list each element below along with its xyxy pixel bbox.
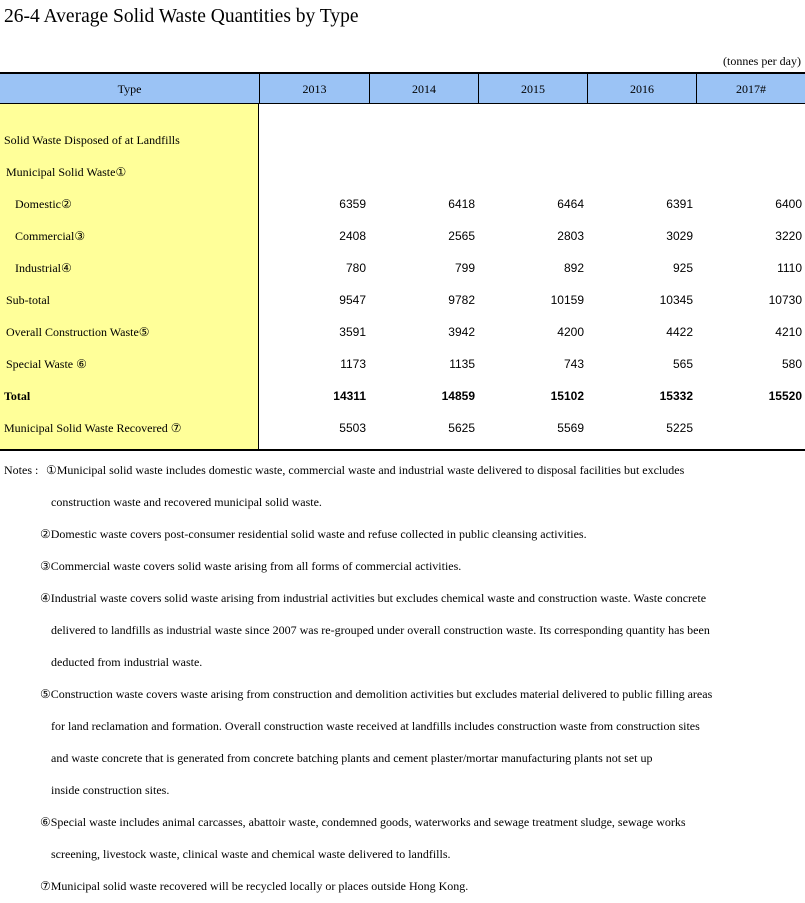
cell-2015: 743 (563, 357, 584, 371)
cell-2016: 5225 (666, 421, 693, 435)
note-line: ④Industrial waste covers solid waste arising from industrial activities but excludes chemical waste and construction waste. Waste concrete (40, 591, 707, 605)
cell-2014: 2565 (448, 229, 475, 243)
cell-2016: 925 (672, 261, 693, 275)
cell-2015: 2803 (557, 229, 584, 243)
cell-2013: 5503 (339, 421, 366, 435)
note-line: inside construction sites. (51, 783, 170, 797)
waste-table (0, 72, 805, 450)
table-row-total (0, 380, 805, 412)
cell-2016: 3029 (666, 229, 693, 243)
table-row (0, 252, 805, 284)
row-label: Total (4, 389, 31, 403)
table-row (0, 220, 805, 252)
note-line: and waste concrete that is generated from concrete batching plants and cement plaster/mortar manufacturing plants not set up (51, 751, 653, 765)
cell-2014: 1135 (449, 357, 475, 371)
table-row (0, 156, 805, 188)
table-row (0, 188, 805, 220)
note-line: ⑤Construction waste covers waste arising from construction and demolition activities but excludes material delivered to public filling areas (40, 687, 713, 701)
row-label: Domestic② (15, 197, 72, 211)
cell-2013: 9547 (339, 293, 366, 307)
cell-2013: 6359 (339, 197, 366, 211)
cell-2013: 780 (345, 261, 366, 275)
cell-2015: 6464 (557, 197, 584, 211)
table-header (0, 72, 805, 104)
cell-2017: 580 (781, 357, 802, 371)
note-line: screening, livestock waste, clinical waste and chemical waste delivered to landfills. (51, 847, 451, 861)
table-bottom-border (0, 449, 805, 451)
note-line: ⑦Municipal solid waste recovered will be recycled locally or places outside Hong Kong. (40, 879, 469, 893)
cell-2014: 5625 (448, 421, 475, 435)
header-year-2016: 2016 (587, 74, 696, 104)
table-row (0, 316, 805, 348)
cell-2015: 5569 (557, 421, 584, 435)
cell-2017 (702, 412, 802, 444)
table-row (0, 124, 805, 156)
cell-2016: 4422 (666, 325, 693, 339)
cell-2013: 2408 (339, 229, 366, 243)
header-year-2013: 2013 (259, 74, 369, 104)
cell-2016: 10345 (659, 293, 693, 307)
row-label: Sub-total (6, 293, 50, 307)
note-line: ③Commercial waste covers solid waste arising from all forms of commercial activities. (40, 559, 462, 573)
table-row (0, 284, 805, 316)
cell-2013: 1173 (340, 357, 366, 371)
cell-2017: 4210 (775, 325, 802, 339)
table-row (0, 348, 805, 380)
note-line: delivered to landfills as industrial waste since 2007 was re-grouped under overall construction waste. Its corresponding quantity has been (51, 623, 710, 637)
cell-2014: 799 (454, 261, 475, 275)
cell-2014: 6418 (448, 197, 475, 211)
cell-2015: 4200 (557, 325, 584, 339)
note-line: ①Municipal solid waste includes domestic waste, commercial waste and industrial waste delivered to disposal facilities but excludes (46, 463, 685, 477)
table-row (0, 412, 805, 444)
cell-2017: 10730 (768, 293, 802, 307)
unit-label: (tonnes per day) (723, 54, 801, 68)
row-label: Industrial④ (15, 261, 72, 275)
cell-2017: 15520 (768, 389, 802, 403)
cell-2017: 3220 (775, 229, 802, 243)
cell-2017: 6400 (775, 197, 802, 211)
note-line: deducted from industrial waste. (51, 655, 203, 669)
row-label: Municipal Solid Waste① (6, 165, 127, 179)
row-label: Overall Construction Waste⑤ (6, 325, 150, 339)
cell-2013: 14311 (333, 389, 366, 403)
header-type: Type (117, 82, 142, 96)
cell-2014: 14859 (441, 389, 475, 403)
header-year-2015: 2015 (478, 74, 587, 104)
header-year-2017: 2017# (696, 74, 805, 104)
row-label: Commercial③ (15, 229, 86, 243)
note-line: ⑥Special waste includes animal carcasses, abattoir waste, condemned goods, waterworks and sewage treatment sludge, sewage works (40, 815, 686, 829)
cell-2017: 1110 (777, 261, 802, 275)
row-label: Solid Waste Disposed of at Landfills (4, 133, 180, 147)
cell-2014: 9782 (448, 293, 475, 307)
cell-2015: 15102 (550, 389, 584, 403)
row-label: Municipal Solid Waste Recovered ⑦ (4, 421, 182, 435)
note-line: ②Domestic waste covers post-consumer residential solid waste and refuse collected in public cleansing activities. (40, 527, 587, 541)
cell-2014: 3942 (448, 325, 475, 339)
cell-2016: 15332 (659, 389, 693, 403)
note-line: for land reclamation and formation. Overall construction waste received at landfills includes construction waste from construction sites (51, 719, 700, 733)
cell-2016: 565 (672, 357, 693, 371)
row-label: Special Waste ⑥ (6, 357, 87, 371)
page-title: 26-4 Average Solid Waste Quantities by Type (4, 6, 359, 27)
cell-2015: 10159 (550, 293, 584, 307)
cell-2013: 3591 (339, 325, 366, 339)
header-year-2014: 2014 (369, 74, 478, 104)
note-line: construction waste and recovered municipal solid waste. (51, 495, 322, 509)
cell-2015: 892 (563, 261, 584, 275)
cell-2016: 6391 (666, 197, 693, 211)
notes-prefix: Notes : (4, 463, 39, 477)
